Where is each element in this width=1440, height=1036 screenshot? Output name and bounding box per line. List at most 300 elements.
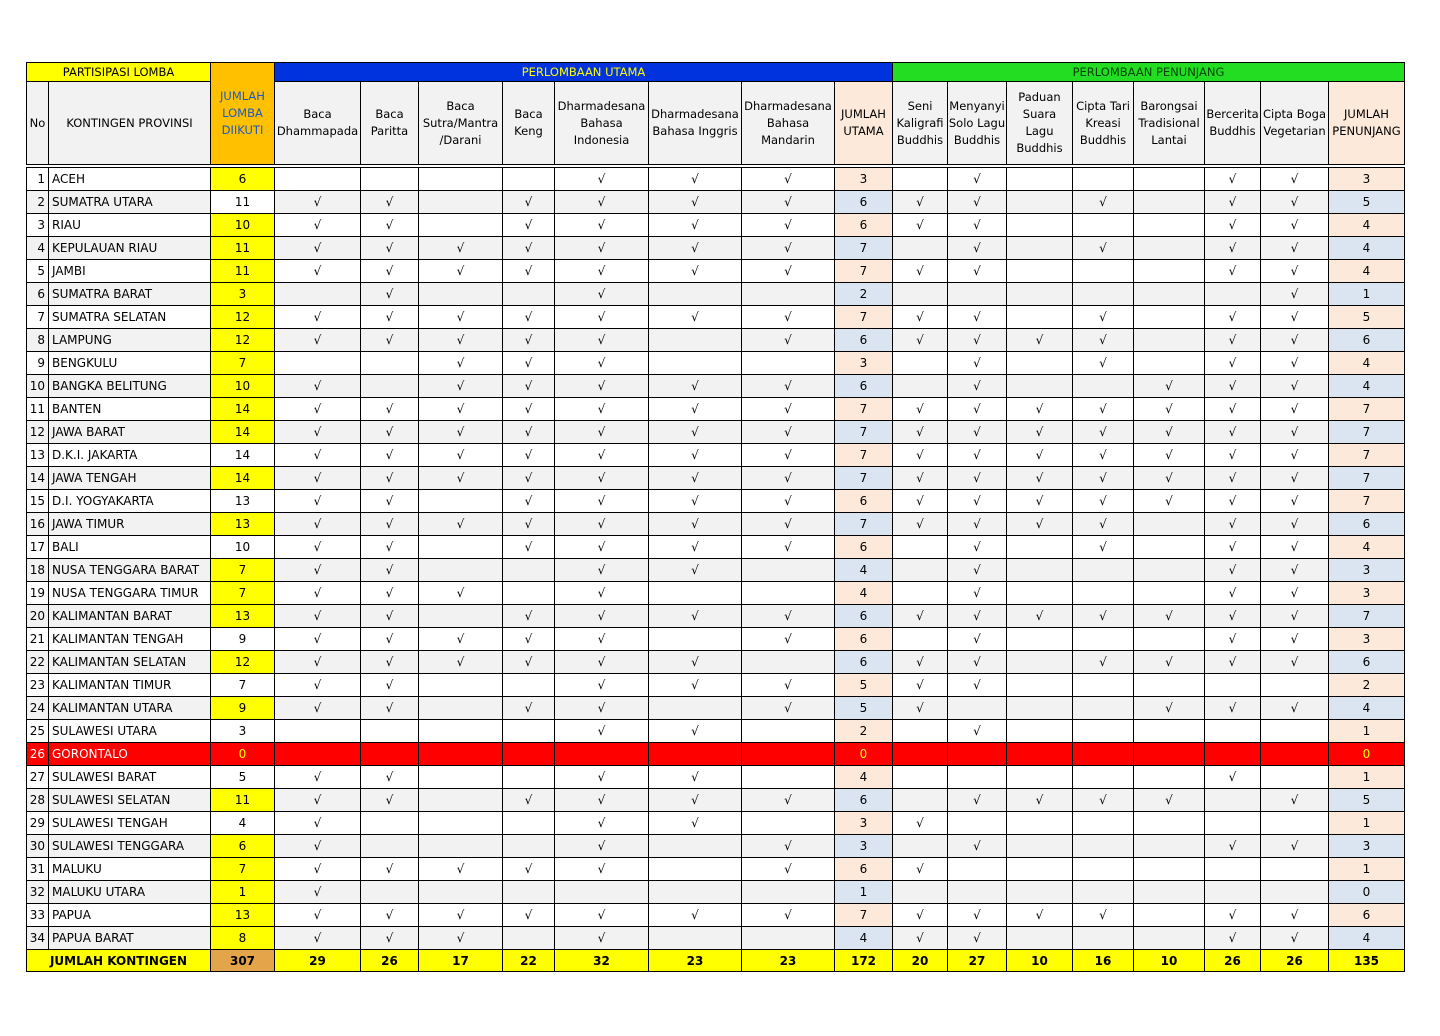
check-mark: √	[361, 536, 419, 559]
table-row	[27, 421, 1405, 444]
support-total-cell: 5	[1329, 789, 1405, 812]
contingent-name: MALUKU UTARA	[49, 881, 211, 904]
main-event-cell	[503, 582, 555, 605]
support-total-cell: 7	[1329, 398, 1405, 421]
check-mark: √	[893, 812, 948, 835]
check-mark: √	[1073, 352, 1134, 375]
table-row	[27, 605, 1405, 628]
check-mark: √	[649, 168, 742, 191]
check-mark: √	[893, 858, 948, 881]
total-lomba-cell: 9	[211, 628, 275, 651]
main-total-cell: 2	[835, 283, 893, 306]
check-mark: √	[1205, 766, 1261, 789]
support-total-cell: 2	[1329, 674, 1405, 697]
support-event-cell	[1134, 904, 1205, 927]
row-number: 29	[27, 812, 49, 835]
support-event-cell	[893, 789, 948, 812]
check-mark: √	[555, 260, 649, 283]
row-number: 32	[27, 881, 49, 904]
check-mark: √	[948, 237, 1007, 260]
contingent-name: SULAWESI SELATAN	[49, 789, 211, 812]
main-event-total: 22	[503, 950, 555, 972]
check-mark: √	[948, 674, 1007, 697]
grand-total-cell: 307	[211, 950, 275, 972]
check-mark: √	[742, 605, 835, 628]
check-mark: √	[1261, 329, 1329, 352]
main-total-cell: 6	[835, 375, 893, 398]
check-mark: √	[948, 329, 1007, 352]
total-lomba-cell: 3	[211, 283, 275, 306]
table-row	[27, 858, 1405, 881]
check-mark: √	[361, 398, 419, 421]
check-mark: √	[948, 490, 1007, 513]
main-event-cell	[419, 559, 503, 582]
check-mark: √	[555, 513, 649, 536]
support-event-cell	[948, 858, 1007, 881]
check-mark: √	[742, 191, 835, 214]
support-event-cell	[1134, 835, 1205, 858]
support-event-cell	[1007, 881, 1073, 904]
main-event-cell	[419, 168, 503, 191]
support-event-cell	[948, 743, 1007, 766]
row-number: 19	[27, 582, 49, 605]
table-row	[27, 237, 1405, 260]
row-number: 34	[27, 927, 49, 950]
check-mark: √	[419, 306, 503, 329]
check-mark: √	[361, 237, 419, 260]
check-mark: √	[1261, 168, 1329, 191]
check-mark: √	[503, 398, 555, 421]
support-event-header: Paduan Suara Lagu Buddhis	[1007, 82, 1073, 165]
main-total-header: JUMLAH UTAMA	[835, 82, 893, 165]
main-total-cell: 7	[835, 306, 893, 329]
main-event-cell	[742, 651, 835, 674]
check-mark: √	[361, 214, 419, 237]
check-mark: √	[1261, 237, 1329, 260]
check-mark: √	[893, 513, 948, 536]
row-number: 10	[27, 375, 49, 398]
support-event-cell	[1007, 260, 1073, 283]
check-mark: √	[503, 628, 555, 651]
contingent-name: MALUKU	[49, 858, 211, 881]
check-mark: √	[742, 329, 835, 352]
check-mark: √	[948, 720, 1007, 743]
total-lomba-cell: 5	[211, 766, 275, 789]
support-event-cell	[1134, 191, 1205, 214]
check-mark: √	[1205, 306, 1261, 329]
check-mark: √	[1073, 237, 1134, 260]
support-total-cell: 4	[1329, 927, 1405, 950]
check-mark: √	[555, 283, 649, 306]
table-row	[27, 881, 1405, 904]
main-event-cell	[361, 168, 419, 191]
check-mark: √	[275, 858, 361, 881]
support-total-cell: 6	[1329, 329, 1405, 352]
support-event-cell	[1134, 927, 1205, 950]
support-total-cell: 6	[1329, 513, 1405, 536]
support-total-cell: 7	[1329, 444, 1405, 467]
support-event-cell	[1007, 214, 1073, 237]
main-total-cell: 7	[835, 444, 893, 467]
contingent-name: NUSA TENGGARA TIMUR	[49, 582, 211, 605]
check-mark: √	[1205, 329, 1261, 352]
check-mark: √	[555, 812, 649, 835]
main-event-cell	[742, 812, 835, 835]
check-mark: √	[361, 628, 419, 651]
check-mark: √	[275, 881, 361, 904]
support-event-cell	[1134, 720, 1205, 743]
check-mark: √	[948, 513, 1007, 536]
support-event-cell	[893, 582, 948, 605]
support-event-cell	[1073, 743, 1134, 766]
support-event-cell	[1205, 881, 1261, 904]
support-event-cell	[1073, 375, 1134, 398]
support-event-cell	[1261, 766, 1329, 789]
support-event-cell	[893, 881, 948, 904]
check-mark: √	[419, 398, 503, 421]
main-total-cell: 3	[835, 168, 893, 191]
support-event-cell	[1134, 881, 1205, 904]
table-row	[27, 306, 1405, 329]
contingent-name: KALIMANTAN TIMUR	[49, 674, 211, 697]
check-mark: √	[1205, 697, 1261, 720]
check-mark: √	[275, 375, 361, 398]
support-event-cell	[1007, 858, 1073, 881]
main-total-cell: 6	[835, 789, 893, 812]
check-mark: √	[742, 674, 835, 697]
main-total-cell: 3	[835, 812, 893, 835]
support-total-cell: 3	[1329, 628, 1405, 651]
check-mark: √	[742, 421, 835, 444]
check-mark: √	[1261, 605, 1329, 628]
check-mark: √	[948, 536, 1007, 559]
check-mark: √	[275, 789, 361, 812]
support-event-cell	[1134, 352, 1205, 375]
support-event-cell	[1007, 352, 1073, 375]
check-mark: √	[419, 375, 503, 398]
check-mark: √	[1205, 352, 1261, 375]
main-event-cell	[419, 812, 503, 835]
support-total-cell: 7	[1329, 467, 1405, 490]
support-event-cell	[893, 536, 948, 559]
main-event-cell	[742, 352, 835, 375]
support-event-total: 26	[1205, 950, 1261, 972]
support-event-cell	[1205, 858, 1261, 881]
total-lomba-cell: 6	[211, 835, 275, 858]
check-mark: √	[361, 513, 419, 536]
main-event-cell	[742, 559, 835, 582]
row-number: 25	[27, 720, 49, 743]
table-row	[27, 168, 1405, 191]
support-total-cell: 6	[1329, 651, 1405, 674]
main-event-cell	[503, 766, 555, 789]
main-event-cell	[503, 881, 555, 904]
check-mark: √	[742, 306, 835, 329]
check-mark: √	[555, 720, 649, 743]
check-mark: √	[893, 421, 948, 444]
check-mark: √	[1261, 283, 1329, 306]
table-row	[27, 720, 1405, 743]
support-total-cell: 4	[1329, 260, 1405, 283]
check-mark: √	[742, 904, 835, 927]
main-event-cell	[503, 674, 555, 697]
row-number: 17	[27, 536, 49, 559]
contingent-name: D.K.I. JAKARTA	[49, 444, 211, 467]
support-event-total: 10	[1134, 950, 1205, 972]
check-mark: √	[555, 352, 649, 375]
check-mark: √	[893, 214, 948, 237]
main-event-cell	[419, 720, 503, 743]
contingent-name: GORONTALO	[49, 743, 211, 766]
check-mark: √	[1261, 651, 1329, 674]
main-event-cell	[649, 743, 742, 766]
support-event-cell	[893, 375, 948, 398]
check-mark: √	[361, 674, 419, 697]
support-total-cell: 4	[1329, 214, 1405, 237]
check-mark: √	[1007, 421, 1073, 444]
check-mark: √	[1261, 628, 1329, 651]
check-mark: √	[503, 467, 555, 490]
main-event-cell	[419, 674, 503, 697]
total-lomba-header: JUMLAH LOMBA DIIKUTI	[211, 63, 275, 165]
check-mark: √	[1134, 421, 1205, 444]
support-event-cell	[1073, 812, 1134, 835]
table-row	[27, 743, 1405, 766]
main-event-cell	[361, 375, 419, 398]
main-event-cell	[275, 743, 361, 766]
check-mark: √	[1205, 559, 1261, 582]
support-total-cell: 7	[1329, 490, 1405, 513]
check-mark: √	[1205, 536, 1261, 559]
check-mark: √	[361, 283, 419, 306]
check-mark: √	[1261, 214, 1329, 237]
main-event-cell	[419, 214, 503, 237]
check-mark: √	[419, 651, 503, 674]
support-event-cell	[1073, 927, 1134, 950]
total-lomba-cell: 3	[211, 720, 275, 743]
check-mark: √	[275, 697, 361, 720]
support-total-cell: 1	[1329, 858, 1405, 881]
contingent-name: JAWA TENGAH	[49, 467, 211, 490]
check-mark: √	[1007, 605, 1073, 628]
row-number: 31	[27, 858, 49, 881]
check-mark: √	[742, 490, 835, 513]
check-mark: √	[649, 398, 742, 421]
support-event-total: 16	[1073, 950, 1134, 972]
main-total-cell: 0	[835, 743, 893, 766]
check-mark: √	[1261, 927, 1329, 950]
support-group-header: PERLOMBAAN PENUNJANG	[893, 63, 1405, 82]
check-mark: √	[742, 214, 835, 237]
check-mark: √	[948, 168, 1007, 191]
main-event-header: Baca Sutra/Mantra /Darani	[419, 82, 503, 165]
check-mark: √	[649, 490, 742, 513]
check-mark: √	[361, 858, 419, 881]
main-event-cell	[419, 191, 503, 214]
check-mark: √	[555, 191, 649, 214]
total-lomba-cell: 0	[211, 743, 275, 766]
table-row	[27, 697, 1405, 720]
check-mark: √	[649, 766, 742, 789]
check-mark: √	[1007, 444, 1073, 467]
support-event-cell	[1007, 720, 1073, 743]
support-event-cell	[1073, 628, 1134, 651]
support-event-cell	[948, 283, 1007, 306]
check-mark: √	[275, 536, 361, 559]
check-mark: √	[1205, 375, 1261, 398]
support-event-cell	[1007, 812, 1073, 835]
total-lomba-cell: 10	[211, 536, 275, 559]
row-number: 1	[27, 168, 49, 191]
check-mark: √	[948, 352, 1007, 375]
main-event-cell	[419, 605, 503, 628]
check-mark: √	[649, 237, 742, 260]
check-mark: √	[649, 536, 742, 559]
main-grand-total: 172	[835, 950, 893, 972]
table-row	[27, 559, 1405, 582]
main-event-cell	[649, 283, 742, 306]
table-row	[27, 513, 1405, 536]
total-lomba-cell: 8	[211, 927, 275, 950]
main-event-header: Baca Paritta	[361, 82, 419, 165]
main-event-cell	[419, 697, 503, 720]
check-mark: √	[649, 651, 742, 674]
total-lomba-cell: 14	[211, 421, 275, 444]
check-mark: √	[948, 444, 1007, 467]
check-mark: √	[948, 398, 1007, 421]
check-mark: √	[1261, 559, 1329, 582]
support-event-cell	[1261, 720, 1329, 743]
support-total-cell: 0	[1329, 743, 1405, 766]
check-mark: √	[419, 421, 503, 444]
check-mark: √	[555, 835, 649, 858]
check-mark: √	[893, 904, 948, 927]
contingent-name: KALIMANTAN TENGAH	[49, 628, 211, 651]
contingent-name: KALIMANTAN SELATAN	[49, 651, 211, 674]
row-number: 7	[27, 306, 49, 329]
support-event-cell	[1007, 766, 1073, 789]
total-lomba-cell: 11	[211, 237, 275, 260]
check-mark: √	[1205, 927, 1261, 950]
check-mark: √	[419, 467, 503, 490]
check-mark: √	[275, 835, 361, 858]
main-event-cell	[649, 858, 742, 881]
check-mark: √	[649, 444, 742, 467]
check-mark: √	[1007, 513, 1073, 536]
row-number: 26	[27, 743, 49, 766]
total-lomba-cell: 11	[211, 191, 275, 214]
support-event-cell	[1073, 766, 1134, 789]
table-row	[27, 283, 1405, 306]
row-number: 14	[27, 467, 49, 490]
support-total-cell: 6	[1329, 904, 1405, 927]
check-mark: √	[1073, 329, 1134, 352]
check-mark: √	[503, 214, 555, 237]
check-mark: √	[1205, 628, 1261, 651]
check-mark: √	[893, 398, 948, 421]
main-total-cell: 6	[835, 651, 893, 674]
main-event-cell	[419, 789, 503, 812]
support-event-cell	[1007, 582, 1073, 605]
contingent-name: KALIMANTAN BARAT	[49, 605, 211, 628]
support-event-cell	[1261, 743, 1329, 766]
check-mark: √	[275, 605, 361, 628]
check-mark: √	[555, 651, 649, 674]
support-event-cell	[893, 352, 948, 375]
check-mark: √	[948, 191, 1007, 214]
totals-label: JUMLAH KONTINGEN	[27, 950, 211, 972]
support-event-cell	[1134, 628, 1205, 651]
check-mark: √	[893, 605, 948, 628]
check-mark: √	[893, 329, 948, 352]
main-total-cell: 7	[835, 513, 893, 536]
row-number: 28	[27, 789, 49, 812]
check-mark: √	[503, 904, 555, 927]
support-event-cell	[1134, 329, 1205, 352]
check-mark: √	[948, 835, 1007, 858]
main-event-cell	[649, 352, 742, 375]
check-mark: √	[893, 927, 948, 950]
support-event-cell	[1007, 168, 1073, 191]
check-mark: √	[1134, 651, 1205, 674]
check-mark: √	[742, 260, 835, 283]
main-total-cell: 3	[835, 835, 893, 858]
support-event-total: 20	[893, 950, 948, 972]
check-mark: √	[1073, 789, 1134, 812]
support-event-header: Cipta Boga Vegetarian	[1261, 82, 1329, 165]
check-mark: √	[361, 582, 419, 605]
main-event-cell	[275, 168, 361, 191]
check-mark: √	[361, 191, 419, 214]
check-mark: √	[503, 513, 555, 536]
check-mark: √	[1073, 536, 1134, 559]
row-number: 24	[27, 697, 49, 720]
main-event-cell	[275, 352, 361, 375]
total-lomba-cell: 10	[211, 214, 275, 237]
check-mark: √	[742, 375, 835, 398]
contingent-name: BALI	[49, 536, 211, 559]
support-event-cell	[1073, 260, 1134, 283]
table-row	[27, 835, 1405, 858]
group-header-row	[27, 63, 1405, 82]
support-total-cell: 3	[1329, 582, 1405, 605]
support-event-cell	[1007, 559, 1073, 582]
check-mark: √	[893, 490, 948, 513]
check-mark: √	[1261, 904, 1329, 927]
main-event-cell	[361, 812, 419, 835]
main-event-cell	[742, 720, 835, 743]
check-mark: √	[649, 191, 742, 214]
no-header: No	[27, 82, 49, 165]
table-row	[27, 582, 1405, 605]
support-grand-total: 135	[1329, 950, 1405, 972]
total-lomba-cell: 9	[211, 697, 275, 720]
check-mark: √	[742, 628, 835, 651]
total-lomba-cell: 13	[211, 490, 275, 513]
support-event-cell	[1134, 559, 1205, 582]
check-mark: √	[361, 329, 419, 352]
total-lomba-cell: 14	[211, 467, 275, 490]
support-total-cell: 3	[1329, 559, 1405, 582]
check-mark: √	[503, 306, 555, 329]
main-total-cell: 6	[835, 605, 893, 628]
main-event-cell	[361, 881, 419, 904]
check-mark: √	[1205, 605, 1261, 628]
check-mark: √	[555, 444, 649, 467]
support-event-cell	[893, 559, 948, 582]
check-mark: √	[503, 536, 555, 559]
check-mark: √	[275, 237, 361, 260]
